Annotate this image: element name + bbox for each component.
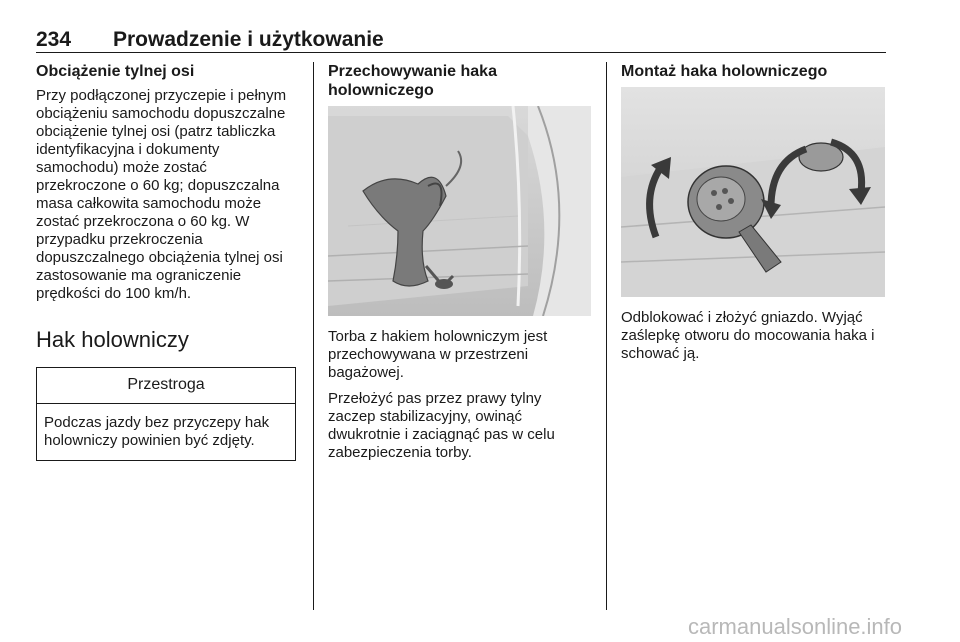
column-right	[621, 62, 886, 371]
heading-tow-hook-mounting: Montaż haka holowniczego	[621, 63, 828, 80]
section-title-tow-hook: Hak holowniczy	[36, 327, 189, 352]
warning-text: Podczas jazdy bez przyczepy hak holowniczy powinien być zdjęty.	[44, 414, 270, 449]
column-divider-2	[606, 62, 607, 610]
chapter-title: Prowadzenie i użytkowanie	[113, 28, 384, 51]
watermark: carmanualsonline.info	[688, 614, 903, 639]
column-middle	[328, 62, 591, 470]
page-number: 234	[36, 28, 72, 51]
column-left	[36, 62, 299, 461]
warning-title: Przestroga	[37, 368, 295, 404]
column-divider	[313, 62, 314, 610]
illustration-socket-mounting	[621, 87, 885, 297]
warning-box	[36, 367, 296, 461]
paragraph-mounting: Odblokować i złożyć gniazdo. Wyjąć zaślepkę otworu do mocowania haka i schować ją.	[621, 309, 875, 362]
heading-tow-hook-storage: Przechowywanie haka holowniczego	[328, 63, 497, 99]
paragraph-storage-2: Przełożyć pas przez prawy tylny zaczep stabilizacyjny, owinąć dwukrotnie i zaciągnąć pas w celu zabezpieczenia torby.	[328, 390, 555, 461]
page-header	[36, 28, 886, 53]
illustration-tow-hook-bag-in-trunk	[328, 106, 591, 316]
heading-rear-axle-load: Obciążenie tylnej osi	[36, 63, 195, 80]
paragraph-rear-axle-load: Przy podłączonej przyczepie i pełnym obciążeniu samochodu dopuszczalne obciążenie tylnej osi (patrz tabliczka identyfikacyjna i dokumenty samochodu) może zostać przekroczone o 60 kg; dopuszczalna masa całkowita samochodu może zostać przekroczona o 60 kg. W przypadku przekroczenia dopuszczalnego obciążenia tylnej osi zastosowanie ma ograniczenie prędkości do 100 km/h.	[36, 87, 287, 302]
paragraph-storage-1: Torba z hakiem holowniczym jest przechowywana w przestrzeni bagażowej.	[328, 328, 548, 381]
